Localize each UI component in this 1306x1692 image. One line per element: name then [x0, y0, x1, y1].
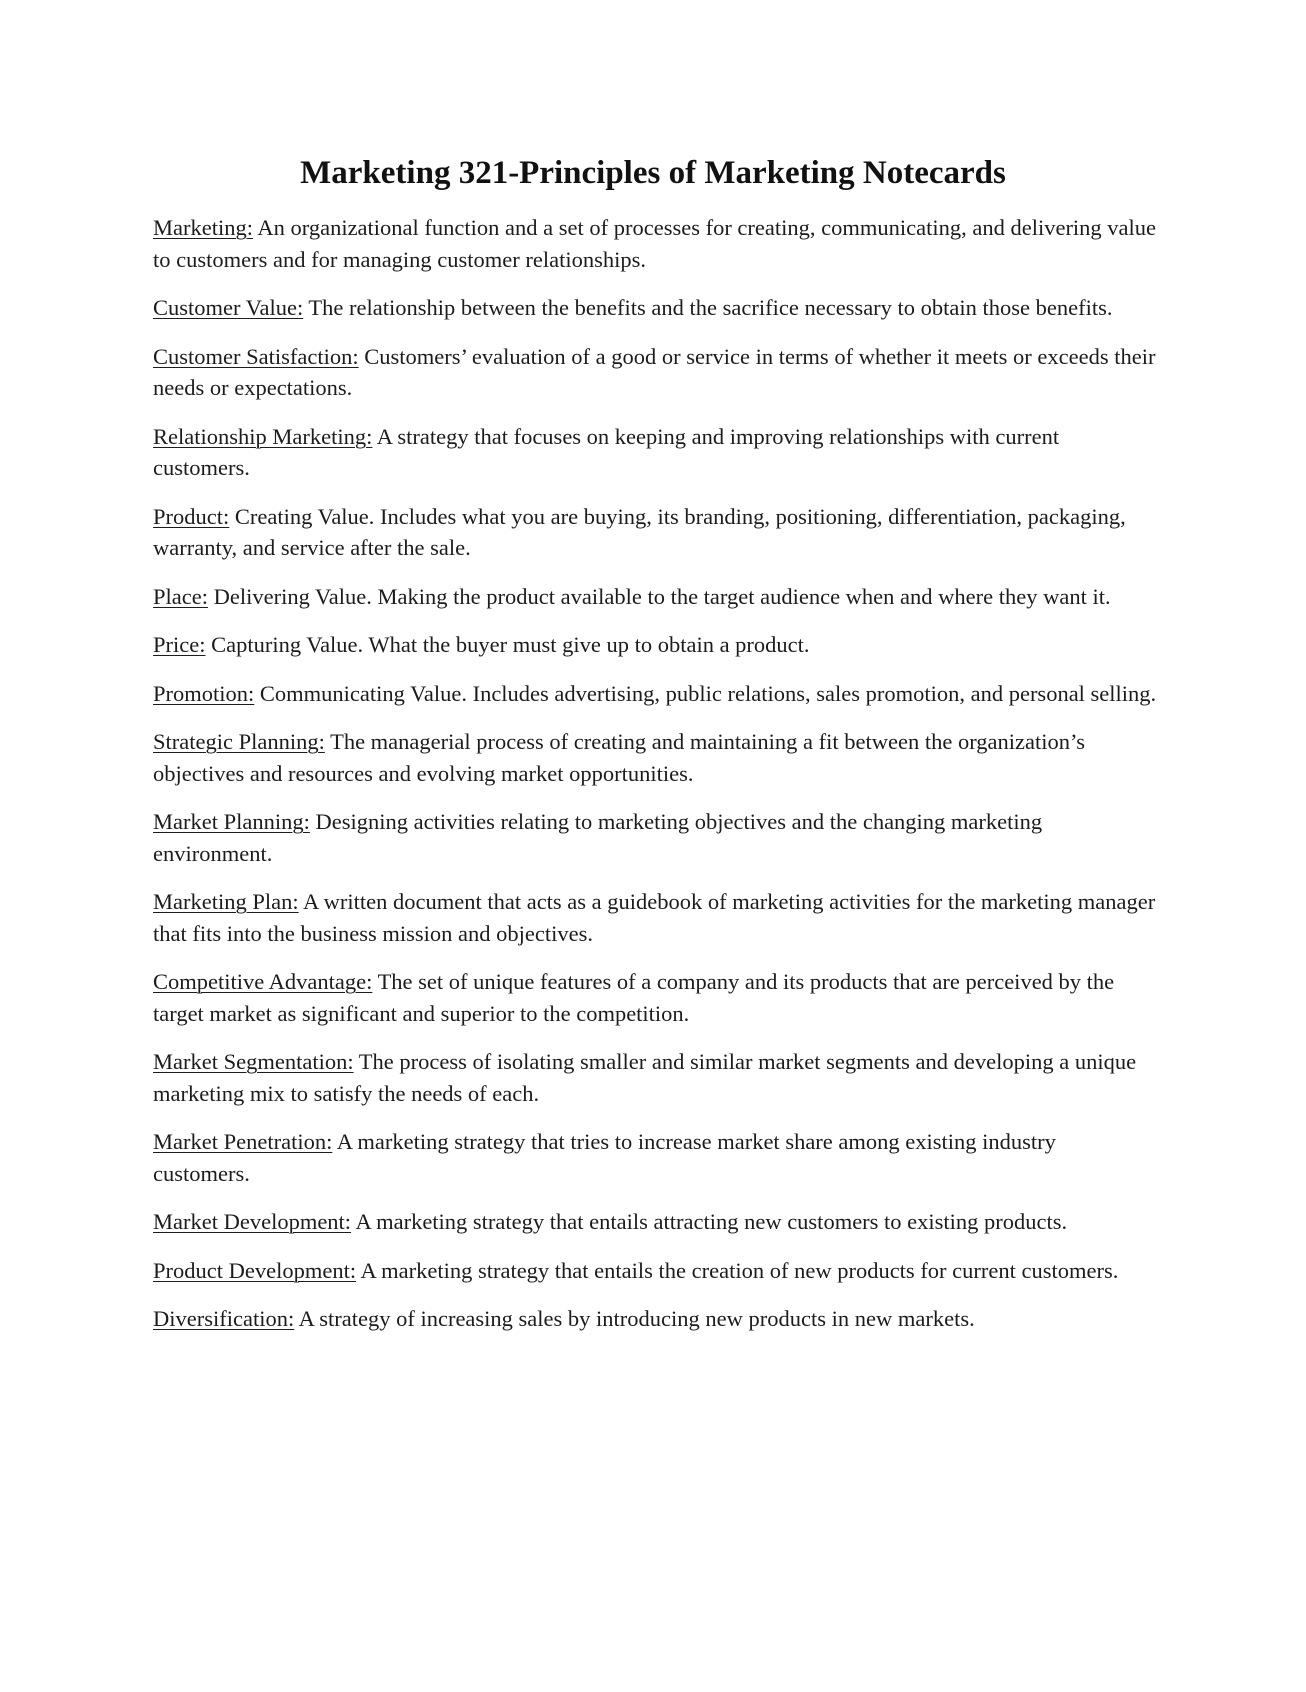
- entry-definition: Creating Value. Includes what you are buying, its branding, positioning, differentiation, packaging, warranty, and service after the sale.: [153, 503, 1126, 560]
- notecard-entry: [153, 1255, 1158, 1287]
- entry-definition: The relationship between the benefits and the sacrifice necessary to obtain those benefits.: [308, 295, 1113, 320]
- entry-definition: Communicating Value. Includes advertising, public relations, sales promotion, and personal selling.: [259, 680, 1157, 706]
- notecard-entry: [153, 806, 1158, 869]
- entry-term: Product Development:: [153, 1257, 357, 1283]
- entry-definition: The managerial process of creating and maintaining a fit between the organization’s objectives and resources and evolving market opportunities.: [153, 729, 1086, 786]
- entry-term: Price:: [153, 632, 206, 657]
- notecard-entry: [153, 678, 1158, 710]
- entry-term: Market Planning:: [153, 809, 310, 834]
- entry-definition: A written document that acts as a guidebook of marketing activities for the marketing manager that fits into the business mission and objectives.: [153, 889, 1156, 946]
- entry-definition: A marketing strategy that entails attracting new customers to existing products.: [355, 1209, 1068, 1234]
- notecard-entry: [153, 1303, 1158, 1335]
- notecard-entry: [153, 629, 1158, 661]
- notecard-entry: [153, 212, 1158, 275]
- notecard-entry: [153, 966, 1158, 1029]
- entry-definition: A strategy that focuses on keeping and improving relationships with current customers.: [153, 423, 1060, 480]
- entry-term: Market Penetration:: [153, 1129, 333, 1154]
- notecard-entry: [153, 341, 1158, 404]
- notecard-entry: [153, 1126, 1158, 1189]
- notecard-list: [153, 212, 1158, 1352]
- entry-definition: Customers’ evaluation of a good or service in terms of whether it meets or exceeds their needs or expectations.: [153, 343, 1156, 400]
- entry-definition: Designing activities relating to marketing objectives and the changing marketing environment.: [153, 809, 1043, 866]
- entry-definition: A marketing strategy that entails the creation of new products for current customers.: [360, 1257, 1119, 1283]
- entry-definition: A strategy of increasing sales by introducing new products in new markets.: [298, 1306, 975, 1331]
- page-title: Marketing 321-Principles of Marketing Notecards: [300, 155, 1006, 191]
- notecard-entry: [153, 501, 1158, 564]
- notecard-entry: [153, 726, 1158, 789]
- notecard-entry: [153, 1206, 1158, 1238]
- entry-definition: The process of isolating smaller and similar market segments and developing a unique marketing mix to satisfy the needs of each.: [153, 1049, 1137, 1106]
- entry-term: Relationship Marketing:: [153, 423, 373, 449]
- notecard-entry: [153, 886, 1158, 949]
- notecard-entry: [153, 1046, 1158, 1109]
- entry-term: Product:: [153, 503, 230, 529]
- notecard-entry: [153, 292, 1158, 324]
- entry-definition: Capturing Value. What the buyer must give up to obtain a product.: [211, 632, 810, 657]
- entry-term: Place:: [153, 583, 208, 609]
- entry-term: Customer Satisfaction:: [153, 343, 359, 369]
- entry-term: Competitive Advantage:: [153, 969, 373, 994]
- entry-term: Promotion:: [153, 680, 255, 706]
- notecard-entry: [153, 581, 1158, 613]
- entry-term: Marketing:: [153, 215, 253, 240]
- entry-term: Marketing Plan:: [153, 889, 299, 914]
- entry-term: Market Segmentation:: [153, 1049, 354, 1074]
- entry-definition: Delivering Value. Making the product available to the target audience when and where they want it.: [213, 583, 1111, 609]
- entry-term: Strategic Planning:: [153, 729, 325, 754]
- entry-term: Diversification:: [153, 1306, 295, 1331]
- entry-term: Customer Value:: [153, 295, 304, 320]
- entry-definition: A marketing strategy that tries to increase market share among existing industry customers.: [153, 1129, 1056, 1186]
- entry-definition: The set of unique features of a company and its products that are perceived by the target market as significant and superior to the competition.: [153, 969, 1115, 1026]
- entry-definition: An organizational function and a set of processes for creating, communicating, and delivering value to customers and for managing customer relationships.: [153, 215, 1157, 272]
- entry-term: Market Development:: [153, 1209, 352, 1234]
- notecard-entry: [153, 421, 1158, 484]
